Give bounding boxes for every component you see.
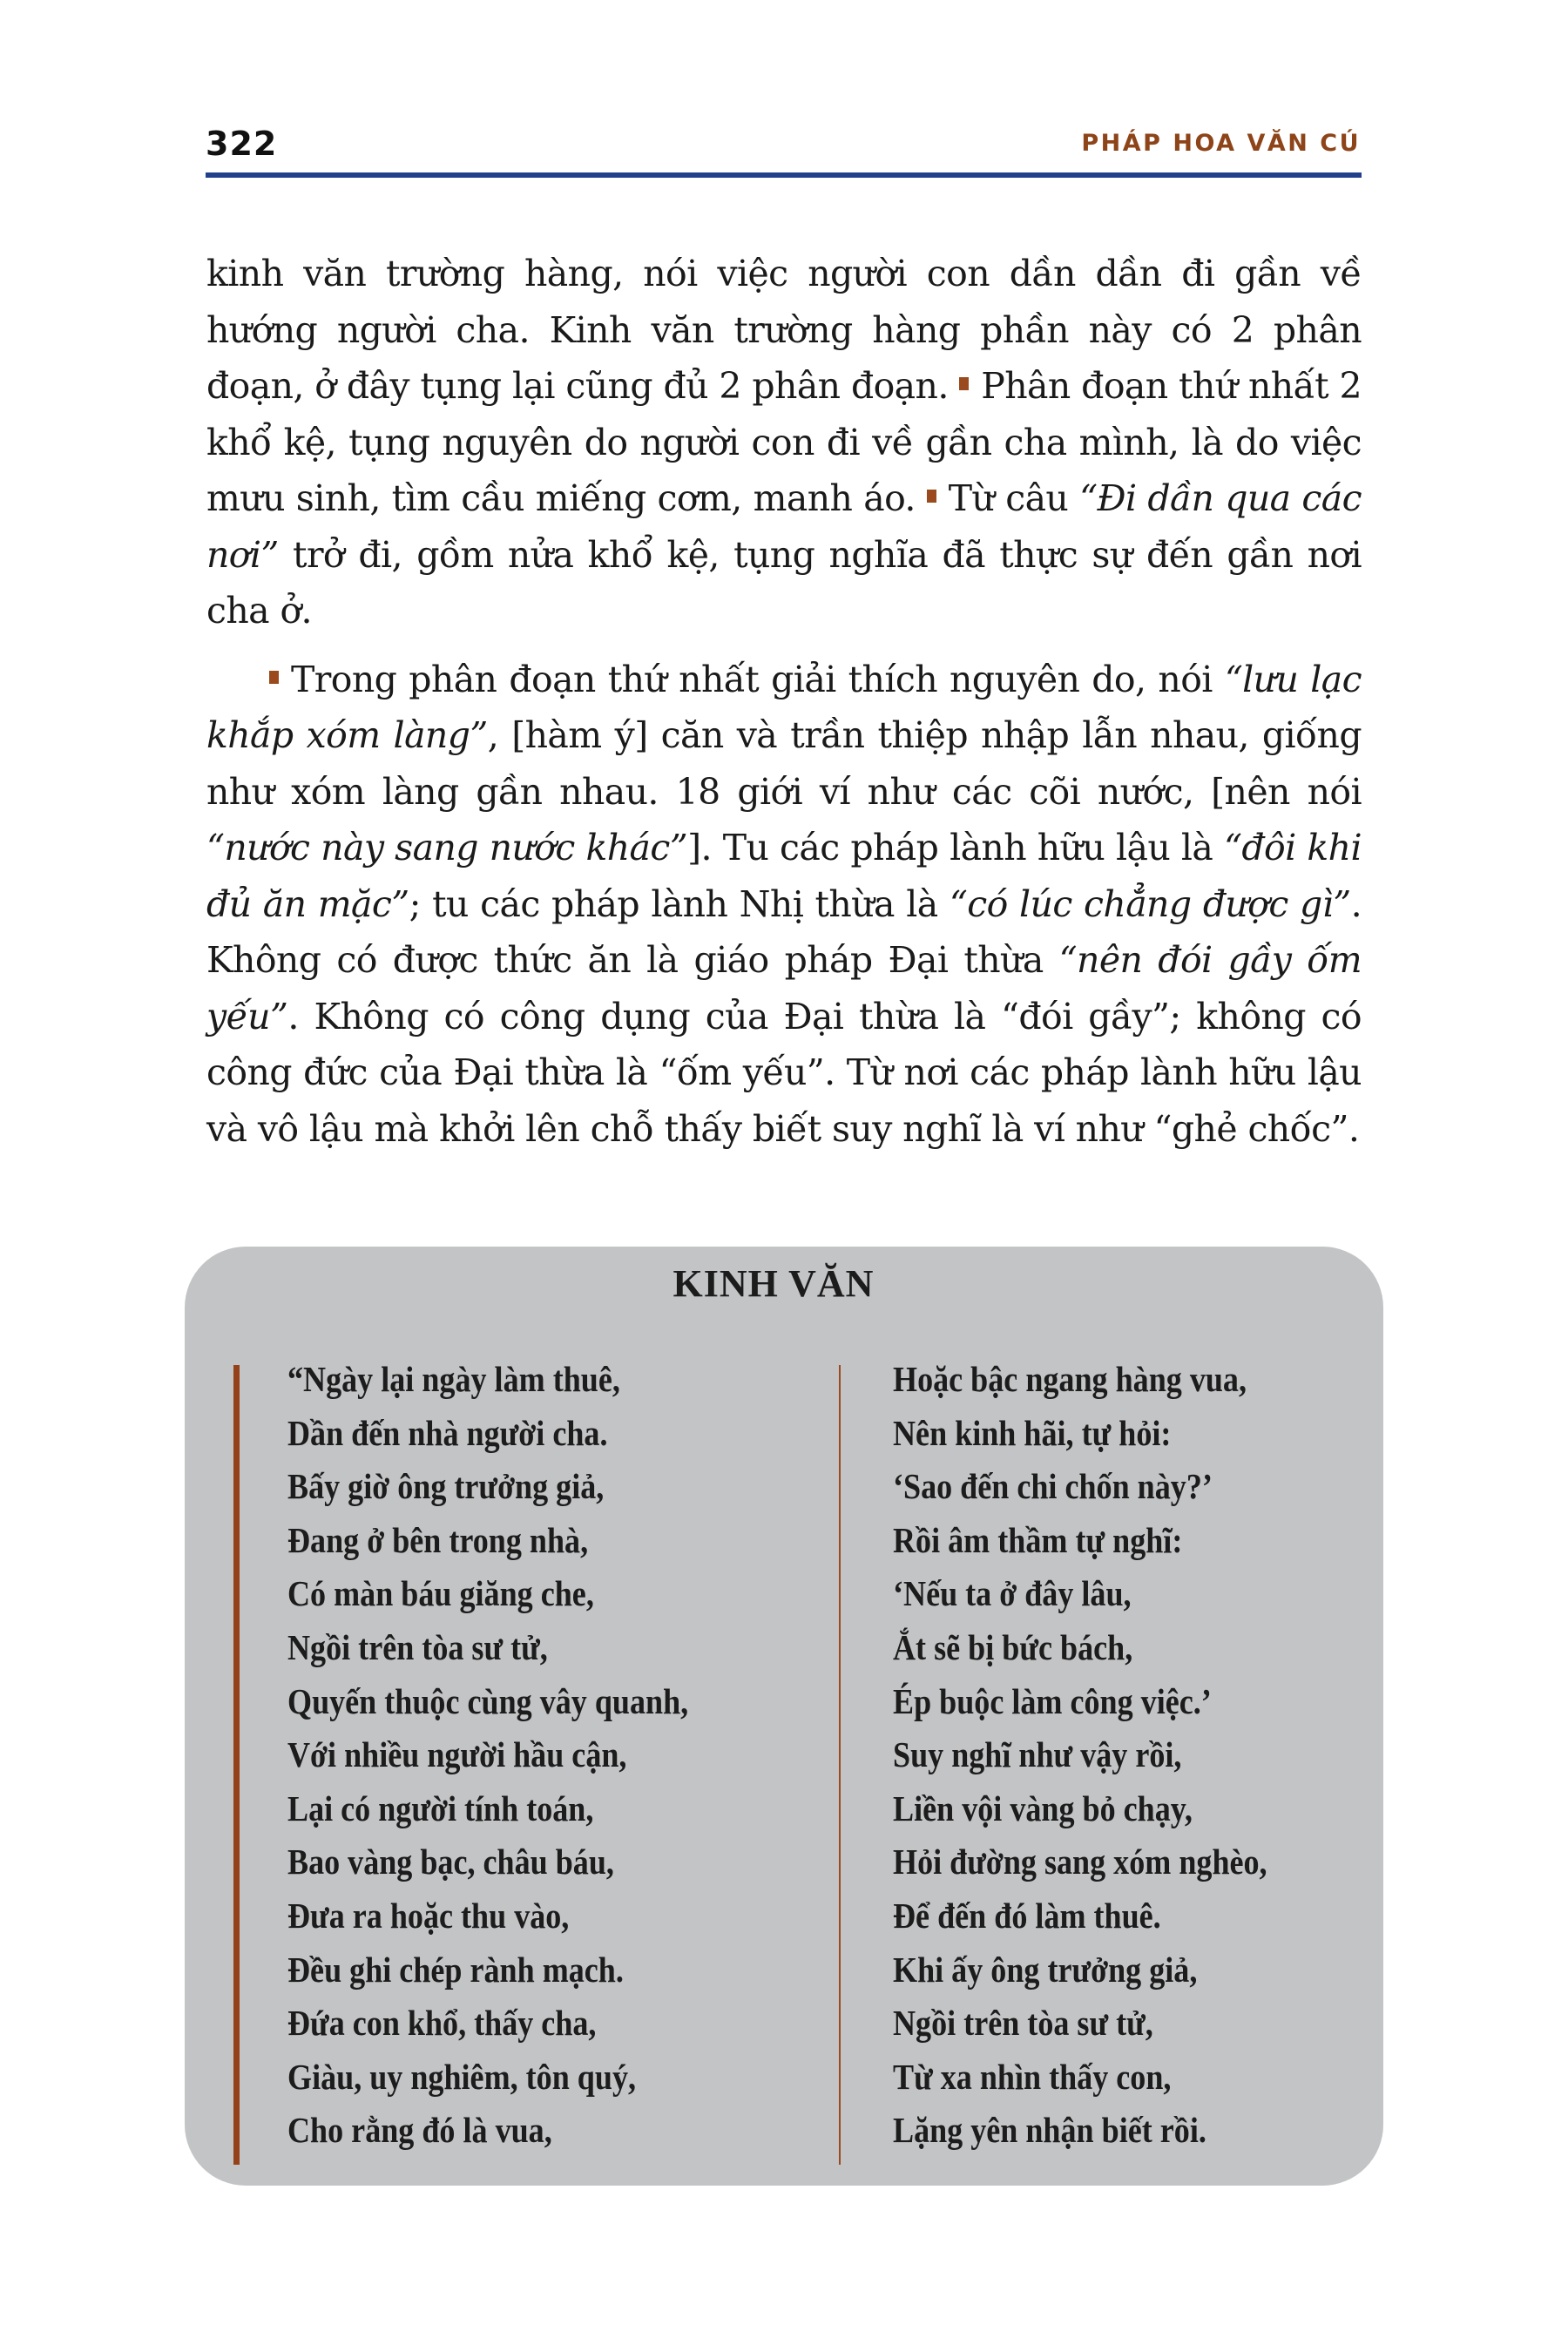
verse-line: Rồi âm thầm tự nghĩ: xyxy=(893,1519,1183,1560)
verse-column-left xyxy=(287,1353,688,2158)
verse-line: Ngồi trên tòa sư tử, xyxy=(893,2003,1153,2044)
bullet-square-icon xyxy=(959,377,969,390)
verse-line: Từ xa nhìn thấy con, xyxy=(893,2056,1172,2097)
body-text xyxy=(206,246,1362,1157)
column-divider xyxy=(839,1365,841,2165)
page-number: 322 xyxy=(206,125,278,163)
p2-seg-0: Trong phân đoạn thứ nhất giải thích nguyên do, nói xyxy=(291,658,1225,700)
p1-sentence-3b: trở đi, gồm nửa khổ kệ, tụng nghĩa đã thực sự đến gần nơi cha ở. xyxy=(206,533,1362,632)
p1-quote: “Đi dần qua các nơi” xyxy=(206,477,1362,576)
verse-line: Ắt sẽ bị bức bách, xyxy=(893,1626,1133,1667)
verse-line: ‘Sao đến chi chốn này?’ xyxy=(893,1466,1213,1507)
left-accent-bar xyxy=(233,1365,240,2165)
verse-line: Ngồi trên tòa sư tử, xyxy=(287,1626,548,1667)
scripture-box-title: KINH VĂN xyxy=(672,1262,875,1305)
verse-line: Có màn báu giăng che, xyxy=(287,1573,594,1614)
verse-line: Để đến đó làm thuê. xyxy=(893,1895,1161,1936)
verse-line: Liền vội vàng bỏ chạy, xyxy=(893,1788,1193,1828)
p1-sentence-2: Phân đoạn thứ nhất 2 khổ kệ, tụng nguyên do người con đi về gần cha mình, là do việc mưu sinh, tìm cầu miếng cơm, manh áo. xyxy=(206,365,1362,519)
verse-line: Lặng yên nhận biết rồi. xyxy=(893,2110,1206,2151)
verse-line: Lại có người tính toán, xyxy=(287,1788,594,1828)
verse-line: Cho rằng đó là vua, xyxy=(287,2110,552,2151)
p2-seg-4: ]. Tu các pháp lành hữu lậu là xyxy=(687,827,1225,868)
verse-line: Giàu, uy nghiêm, tôn quý, xyxy=(287,2056,637,2097)
bullet-square-icon xyxy=(269,671,279,684)
p2-seg-6: ; tu các pháp lành Nhị thừa là xyxy=(409,882,950,925)
verse-column-right xyxy=(893,1353,1267,2158)
paragraph-2 xyxy=(206,652,1362,1158)
running-title: PHÁP HOA VĂN CÚ xyxy=(1081,130,1361,157)
p1-sentence-1: kinh văn trường hàng, nói việc người con dần dần đi gần về hướng người cha. Kinh văn trường hàng phần này có 2 phân đoạn, ở đây tụng lại cũng đủ 2 phân đoạn. xyxy=(206,253,1362,407)
verse-line: Quyến thuộc cùng vây quanh, xyxy=(287,1680,689,1721)
p2-quote-5: “nên đói gầy ốm yếu” xyxy=(206,939,1362,1037)
verse-line: Hỏi đường sang xóm nghèo, xyxy=(893,1842,1267,1882)
verse-line: Nên kinh hãi, tự hỏi: xyxy=(893,1412,1172,1453)
verse-line: Đang ở bên trong nhà, xyxy=(287,1519,589,1560)
header-rule xyxy=(206,172,1362,178)
p2-quote-2: “nước này sang nước khác” xyxy=(206,827,688,868)
verse-line: Đưa ra hoặc thu vào, xyxy=(287,1895,570,1936)
p2-seg-2: , [hàm ý] căn và trần thiệp nhập lẫn nhau, giống như xóm làng gần nhau. 18 giới ví như các cõi nước, [nên nói xyxy=(206,714,1362,813)
paragraph-1 xyxy=(206,246,1362,639)
verse-line: Đứa con khổ, thấy cha, xyxy=(287,2003,597,2044)
bullet-square-icon xyxy=(927,490,936,503)
verse-line: Ép buộc làm công việc.’ xyxy=(893,1680,1212,1721)
verse-line: Đều ghi chép rành mạch. xyxy=(287,1949,624,1990)
verse-line: ‘Nếu ta ở đây lâu, xyxy=(893,1573,1132,1614)
verse-line: “Ngày lại ngày làm thuê, xyxy=(287,1359,620,1399)
p2-seg-8: . Không có được thức ăn là giáo pháp Đại thừa xyxy=(206,882,1362,981)
p2-quote-4: “có lúc chẳng được gì” xyxy=(949,882,1351,925)
p2-quote-3: “đôi khi đủ ăn mặc” xyxy=(206,827,1362,925)
verse-line: Hoặc bậc ngang hàng vua, xyxy=(893,1359,1247,1399)
verse-line: Bấy giờ ông trưởng giả, xyxy=(287,1466,605,1507)
verse-line: Bao vàng bạc, châu báu, xyxy=(287,1842,614,1882)
p2-seg-10: . Không có công dụng của Đại thừa là “đói gầy”; không có công đức của Đại thừa là “ốm yếu”. Từ nơi các pháp lành hữu lậu và vô lậu mà khởi lên chỗ thấy biết suy nghĩ là ví như “ghẻ chốc”. xyxy=(206,995,1362,1150)
verse-line: Dần đến nhà người cha. xyxy=(287,1412,608,1453)
verse-line: Khi ấy ông trưởng giả, xyxy=(893,1949,1198,1990)
p2-quote-1: “lưu lạc khắp xóm làng” xyxy=(206,658,1362,756)
verse-line: Với nhiều người hầu cận, xyxy=(287,1734,627,1775)
p1-sentence-3a: Từ câu xyxy=(948,477,1080,519)
verse-line: Suy nghĩ như vậy rồi, xyxy=(893,1734,1182,1775)
